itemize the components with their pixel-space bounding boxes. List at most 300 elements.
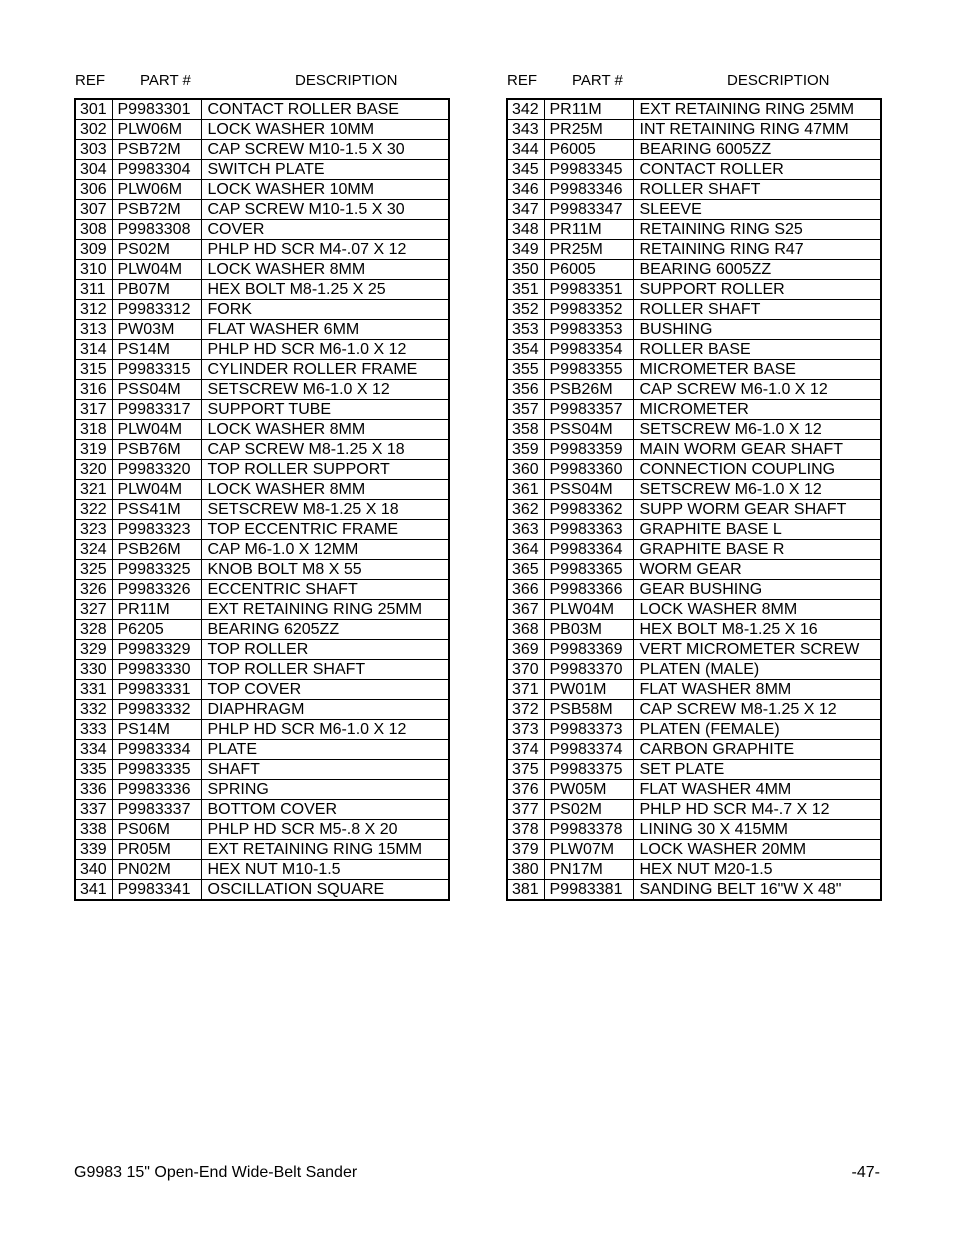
part-number-cell: P9983360 — [544, 460, 633, 480]
table-row — [507, 720, 881, 740]
table-row — [507, 500, 881, 520]
ref-cell: 323 — [75, 520, 112, 540]
description-cell: BOTTOM COVER — [201, 800, 449, 820]
part-number-cell: P9983381 — [544, 880, 633, 901]
table-row — [75, 840, 449, 860]
table-row — [75, 580, 449, 600]
part-number-cell: P9983378 — [544, 820, 633, 840]
ref-cell: 329 — [75, 640, 112, 660]
part-number-cell: PSS41M — [112, 500, 201, 520]
table-row — [75, 700, 449, 720]
description-cell: PHLP HD SCR M6-1.0 X 12 — [201, 340, 449, 360]
description-cell: LOCK WASHER 8MM — [201, 480, 449, 500]
ref-cell: 312 — [75, 300, 112, 320]
description-cell: CONTACT ROLLER BASE — [201, 99, 449, 120]
description-cell: OSCILLATION SQUARE — [201, 880, 449, 901]
description-cell: FLAT WASHER 8MM — [633, 680, 881, 700]
part-number-cell: PW01M — [544, 680, 633, 700]
table-row — [75, 280, 449, 300]
ref-cell: 330 — [75, 660, 112, 680]
description-cell: GRAPHITE BASE L — [633, 520, 881, 540]
description-cell: BEARING 6005ZZ — [633, 260, 881, 280]
description-cell: GRAPHITE BASE R — [633, 540, 881, 560]
table-row — [507, 440, 881, 460]
ref-cell: 332 — [75, 700, 112, 720]
ref-cell: 342 — [507, 99, 544, 120]
ref-cell: 308 — [75, 220, 112, 240]
description-cell: CONTACT ROLLER — [633, 160, 881, 180]
description-cell: HEX BOLT M8-1.25 X 25 — [201, 280, 449, 300]
header-description: DESCRIPTION — [295, 72, 398, 89]
ref-cell: 343 — [507, 120, 544, 140]
part-number-cell: PR11M — [112, 600, 201, 620]
description-cell: BEARING 6205ZZ — [201, 620, 449, 640]
table-row — [75, 600, 449, 620]
description-cell: TOP ECCENTRIC FRAME — [201, 520, 449, 540]
description-cell: EXT RETAINING RING 15MM — [201, 840, 449, 860]
ref-cell: 325 — [75, 560, 112, 580]
ref-cell: 358 — [507, 420, 544, 440]
part-number-cell: PN02M — [112, 860, 201, 880]
ref-cell: 320 — [75, 460, 112, 480]
table-row — [507, 540, 881, 560]
table-row — [75, 760, 449, 780]
table-row — [75, 780, 449, 800]
description-cell: PLATEN (MALE) — [633, 660, 881, 680]
table-row — [507, 520, 881, 540]
description-cell: ROLLER BASE — [633, 340, 881, 360]
parts-column-right — [506, 70, 880, 901]
ref-cell: 344 — [507, 140, 544, 160]
part-number-cell: PSB26M — [544, 380, 633, 400]
part-number-cell: P9983336 — [112, 780, 201, 800]
description-cell: PHLP HD SCR M5-.8 X 20 — [201, 820, 449, 840]
part-number-cell: P9983315 — [112, 360, 201, 380]
description-cell: PLATEN (FEMALE) — [633, 720, 881, 740]
table-row — [75, 820, 449, 840]
description-cell: PLATE — [201, 740, 449, 760]
part-number-cell: PS06M — [112, 820, 201, 840]
table-row — [507, 300, 881, 320]
ref-cell: 372 — [507, 700, 544, 720]
ref-cell: 315 — [75, 360, 112, 380]
table-row — [507, 280, 881, 300]
table-row — [75, 240, 449, 260]
description-cell: CAP SCREW M8-1.25 X 12 — [633, 700, 881, 720]
description-cell: PHLP HD SCR M4-.7 X 12 — [633, 800, 881, 820]
description-cell: CAP SCREW M8-1.25 X 18 — [201, 440, 449, 460]
parts-column-left — [74, 70, 448, 901]
description-cell: RETAINING RING R47 — [633, 240, 881, 260]
page-number: -47- — [851, 1164, 880, 1181]
ref-cell: 353 — [507, 320, 544, 340]
table-row — [507, 99, 881, 120]
ref-cell: 347 — [507, 200, 544, 220]
ref-cell: 319 — [75, 440, 112, 460]
part-number-cell: PN17M — [544, 860, 633, 880]
description-cell: HEX NUT M10-1.5 — [201, 860, 449, 880]
table-row — [75, 740, 449, 760]
description-cell: WORM GEAR — [633, 560, 881, 580]
description-cell: TOP ROLLER SUPPORT — [201, 460, 449, 480]
description-cell: ROLLER SHAFT — [633, 300, 881, 320]
header-part: PART # — [140, 72, 191, 89]
part-number-cell: PLW04M — [112, 480, 201, 500]
parts-table-left — [74, 98, 450, 901]
part-number-cell: P9983352 — [544, 300, 633, 320]
ref-cell: 309 — [75, 240, 112, 260]
ref-cell: 377 — [507, 800, 544, 820]
part-number-cell: P9983335 — [112, 760, 201, 780]
ref-cell: 365 — [507, 560, 544, 580]
part-number-cell: P9983365 — [544, 560, 633, 580]
header-description: DESCRIPTION — [727, 72, 830, 89]
table-row — [75, 640, 449, 660]
table-row — [75, 720, 449, 740]
table-row — [75, 440, 449, 460]
table-row — [507, 640, 881, 660]
ref-cell: 359 — [507, 440, 544, 460]
table-row — [507, 800, 881, 820]
ref-cell: 376 — [507, 780, 544, 800]
description-cell: SUPP WORM GEAR SHAFT — [633, 500, 881, 520]
table-row — [75, 480, 449, 500]
description-cell: HEX NUT M20-1.5 — [633, 860, 881, 880]
part-number-cell: P9983334 — [112, 740, 201, 760]
ref-cell: 324 — [75, 540, 112, 560]
table-row — [75, 540, 449, 560]
description-cell: LOCK WASHER 8MM — [201, 260, 449, 280]
table-row — [75, 360, 449, 380]
table-row — [75, 340, 449, 360]
part-number-cell: P9983364 — [544, 540, 633, 560]
description-cell: COVER — [201, 220, 449, 240]
part-number-cell: PW05M — [544, 780, 633, 800]
part-number-cell: PS02M — [112, 240, 201, 260]
table-row — [75, 660, 449, 680]
part-number-cell: PSB76M — [112, 440, 201, 460]
description-cell: SUPPORT ROLLER — [633, 280, 881, 300]
table-row — [75, 220, 449, 240]
ref-cell: 371 — [507, 680, 544, 700]
table-row — [507, 680, 881, 700]
table-row — [507, 260, 881, 280]
parts-table-right — [506, 98, 882, 901]
description-cell: EXT RETAINING RING 25MM — [201, 600, 449, 620]
table-row — [507, 700, 881, 720]
ref-cell: 339 — [75, 840, 112, 860]
ref-cell: 380 — [507, 860, 544, 880]
table-row — [75, 380, 449, 400]
table-row — [507, 480, 881, 500]
part-number-cell: P9983373 — [544, 720, 633, 740]
part-number-cell: PR05M — [112, 840, 201, 860]
table-row — [507, 460, 881, 480]
table-row — [75, 260, 449, 280]
part-number-cell: PR11M — [544, 99, 633, 120]
description-cell: BEARING 6005ZZ — [633, 140, 881, 160]
description-cell: LOCK WASHER 8MM — [201, 420, 449, 440]
ref-cell: 316 — [75, 380, 112, 400]
part-number-cell: PS14M — [112, 720, 201, 740]
table-row — [75, 300, 449, 320]
part-number-cell: P9983341 — [112, 880, 201, 901]
ref-cell: 370 — [507, 660, 544, 680]
ref-cell: 369 — [507, 640, 544, 660]
table-row — [507, 580, 881, 600]
description-cell: CAP SCREW M10-1.5 X 30 — [201, 140, 449, 160]
ref-cell: 301 — [75, 99, 112, 120]
part-number-cell: P9983304 — [112, 160, 201, 180]
part-number-cell: P9983317 — [112, 400, 201, 420]
ref-cell: 352 — [507, 300, 544, 320]
part-number-cell: PB07M — [112, 280, 201, 300]
part-number-cell: P9983329 — [112, 640, 201, 660]
ref-cell: 373 — [507, 720, 544, 740]
part-number-cell: P9983337 — [112, 800, 201, 820]
table-row — [507, 420, 881, 440]
description-cell: SLEEVE — [633, 200, 881, 220]
description-cell: BUSHING — [633, 320, 881, 340]
ref-cell: 357 — [507, 400, 544, 420]
description-cell: SETSCREW M8-1.25 X 18 — [201, 500, 449, 520]
part-number-cell: P9983301 — [112, 99, 201, 120]
table-row — [75, 460, 449, 480]
description-cell: PHLP HD SCR M4-.07 X 12 — [201, 240, 449, 260]
ref-cell: 341 — [75, 880, 112, 901]
part-number-cell: PR11M — [544, 220, 633, 240]
table-row — [507, 600, 881, 620]
table-row — [507, 200, 881, 220]
ref-cell: 355 — [507, 360, 544, 380]
part-number-cell: PSS04M — [544, 480, 633, 500]
part-number-cell: P9983347 — [544, 200, 633, 220]
ref-cell: 314 — [75, 340, 112, 360]
table-row — [507, 140, 881, 160]
table-row — [507, 780, 881, 800]
part-number-cell: P9983375 — [544, 760, 633, 780]
part-number-cell: P9983320 — [112, 460, 201, 480]
table-row — [75, 800, 449, 820]
description-cell: SET PLATE — [633, 760, 881, 780]
description-cell: SETSCREW M6-1.0 X 12 — [201, 380, 449, 400]
table-row — [75, 140, 449, 160]
ref-cell: 304 — [75, 160, 112, 180]
table-row — [75, 160, 449, 180]
part-number-cell: P9983312 — [112, 300, 201, 320]
description-cell: RETAINING RING S25 — [633, 220, 881, 240]
ref-cell: 307 — [75, 200, 112, 220]
part-number-cell: P9983362 — [544, 500, 633, 520]
ref-cell: 311 — [75, 280, 112, 300]
ref-cell: 335 — [75, 760, 112, 780]
ref-cell: 337 — [75, 800, 112, 820]
ref-cell: 338 — [75, 820, 112, 840]
table-row — [507, 400, 881, 420]
part-number-cell: PSS04M — [112, 380, 201, 400]
part-number-cell: P6005 — [544, 140, 633, 160]
description-cell: CYLINDER ROLLER FRAME — [201, 360, 449, 380]
table-row — [507, 560, 881, 580]
table-row — [507, 160, 881, 180]
description-cell: LOCK WASHER 20MM — [633, 840, 881, 860]
part-number-cell: P9983374 — [544, 740, 633, 760]
part-number-cell: P9983355 — [544, 360, 633, 380]
ref-cell: 326 — [75, 580, 112, 600]
ref-cell: 318 — [75, 420, 112, 440]
ref-cell: 362 — [507, 500, 544, 520]
part-number-cell: PLW06M — [112, 180, 201, 200]
table-row — [507, 880, 881, 901]
description-cell: TOP ROLLER SHAFT — [201, 660, 449, 680]
description-cell: SUPPORT TUBE — [201, 400, 449, 420]
part-number-cell: P9983345 — [544, 160, 633, 180]
ref-cell: 306 — [75, 180, 112, 200]
ref-cell: 334 — [75, 740, 112, 760]
table-row — [75, 99, 449, 120]
description-cell: SHAFT — [201, 760, 449, 780]
part-number-cell: P6205 — [112, 620, 201, 640]
ref-cell: 360 — [507, 460, 544, 480]
table-row — [75, 680, 449, 700]
description-cell: PHLP HD SCR M6-1.0 X 12 — [201, 720, 449, 740]
ref-cell: 381 — [507, 880, 544, 901]
description-cell: LINING 30 X 415MM — [633, 820, 881, 840]
ref-cell: 322 — [75, 500, 112, 520]
part-number-cell: P9983354 — [544, 340, 633, 360]
table-row — [507, 320, 881, 340]
table-row — [75, 620, 449, 640]
part-number-cell: PSB26M — [112, 540, 201, 560]
part-number-cell: PW03M — [112, 320, 201, 340]
part-number-cell: P9983323 — [112, 520, 201, 540]
description-cell: FLAT WASHER 6MM — [201, 320, 449, 340]
table-row — [507, 220, 881, 240]
part-number-cell: PSB58M — [544, 700, 633, 720]
description-cell: EXT RETAINING RING 25MM — [633, 99, 881, 120]
description-cell: CARBON GRAPHITE — [633, 740, 881, 760]
table-row — [507, 180, 881, 200]
description-cell: ROLLER SHAFT — [633, 180, 881, 200]
header-ref: REF — [75, 72, 105, 89]
part-number-cell: PSB72M — [112, 200, 201, 220]
table-row — [507, 820, 881, 840]
ref-cell: 350 — [507, 260, 544, 280]
table-row — [75, 500, 449, 520]
part-number-cell: P9983370 — [544, 660, 633, 680]
column-header — [74, 70, 448, 98]
table-row — [75, 120, 449, 140]
table-row — [75, 200, 449, 220]
ref-cell: 321 — [75, 480, 112, 500]
ref-cell: 302 — [75, 120, 112, 140]
ref-cell: 327 — [75, 600, 112, 620]
ref-cell: 349 — [507, 240, 544, 260]
table-row — [75, 520, 449, 540]
ref-cell: 313 — [75, 320, 112, 340]
part-number-cell: P9983351 — [544, 280, 633, 300]
ref-cell: 354 — [507, 340, 544, 360]
table-row — [507, 760, 881, 780]
part-number-cell: P9983346 — [544, 180, 633, 200]
description-cell: MAIN WORM GEAR SHAFT — [633, 440, 881, 460]
description-cell: VERT MICROMETER SCREW — [633, 640, 881, 660]
table-row — [507, 620, 881, 640]
ref-cell: 317 — [75, 400, 112, 420]
table-row — [507, 860, 881, 880]
part-number-cell: PR25M — [544, 120, 633, 140]
ref-cell: 364 — [507, 540, 544, 560]
description-cell: DIAPHRAGM — [201, 700, 449, 720]
table-row — [75, 880, 449, 901]
part-number-cell: P9983353 — [544, 320, 633, 340]
description-cell: ECCENTRIC SHAFT — [201, 580, 449, 600]
part-number-cell: P9983357 — [544, 400, 633, 420]
description-cell: CAP M6-1.0 X 12MM — [201, 540, 449, 560]
description-cell: CONNECTION COUPLING — [633, 460, 881, 480]
ref-cell: 336 — [75, 780, 112, 800]
table-row — [507, 840, 881, 860]
description-cell: KNOB BOLT M8 X 55 — [201, 560, 449, 580]
part-number-cell: P9983369 — [544, 640, 633, 660]
part-number-cell: PB03M — [544, 620, 633, 640]
ref-cell: 345 — [507, 160, 544, 180]
part-number-cell: PLW04M — [112, 260, 201, 280]
ref-cell: 328 — [75, 620, 112, 640]
table-row — [75, 320, 449, 340]
part-number-cell: PLW07M — [544, 840, 633, 860]
ref-cell: 303 — [75, 140, 112, 160]
part-number-cell: P9983366 — [544, 580, 633, 600]
table-row — [507, 340, 881, 360]
part-number-cell: P9983326 — [112, 580, 201, 600]
part-number-cell: PS14M — [112, 340, 201, 360]
part-number-cell: P9983325 — [112, 560, 201, 580]
description-cell: FLAT WASHER 4MM — [633, 780, 881, 800]
header-ref: REF — [507, 72, 537, 89]
description-cell: LOCK WASHER 10MM — [201, 180, 449, 200]
part-number-cell: P9983363 — [544, 520, 633, 540]
description-cell: HEX BOLT M8-1.25 X 16 — [633, 620, 881, 640]
part-number-cell: PLW06M — [112, 120, 201, 140]
description-cell: SETSCREW M6-1.0 X 12 — [633, 420, 881, 440]
part-number-cell: P9983359 — [544, 440, 633, 460]
description-cell: GEAR BUSHING — [633, 580, 881, 600]
description-cell: TOP ROLLER — [201, 640, 449, 660]
ref-cell: 368 — [507, 620, 544, 640]
description-cell: SPRING — [201, 780, 449, 800]
table-row — [507, 360, 881, 380]
table-row — [75, 400, 449, 420]
part-number-cell: P9983331 — [112, 680, 201, 700]
part-number-cell: PLW04M — [544, 600, 633, 620]
table-row — [75, 420, 449, 440]
description-cell: SWITCH PLATE — [201, 160, 449, 180]
ref-cell: 340 — [75, 860, 112, 880]
description-cell: MICROMETER — [633, 400, 881, 420]
part-number-cell: P9983330 — [112, 660, 201, 680]
header-part: PART # — [572, 72, 623, 89]
description-cell: LOCK WASHER 10MM — [201, 120, 449, 140]
table-row — [75, 180, 449, 200]
ref-cell: 348 — [507, 220, 544, 240]
table-row — [507, 240, 881, 260]
ref-cell: 378 — [507, 820, 544, 840]
ref-cell: 333 — [75, 720, 112, 740]
description-cell: TOP COVER — [201, 680, 449, 700]
ref-cell: 351 — [507, 280, 544, 300]
column-header — [506, 70, 880, 98]
